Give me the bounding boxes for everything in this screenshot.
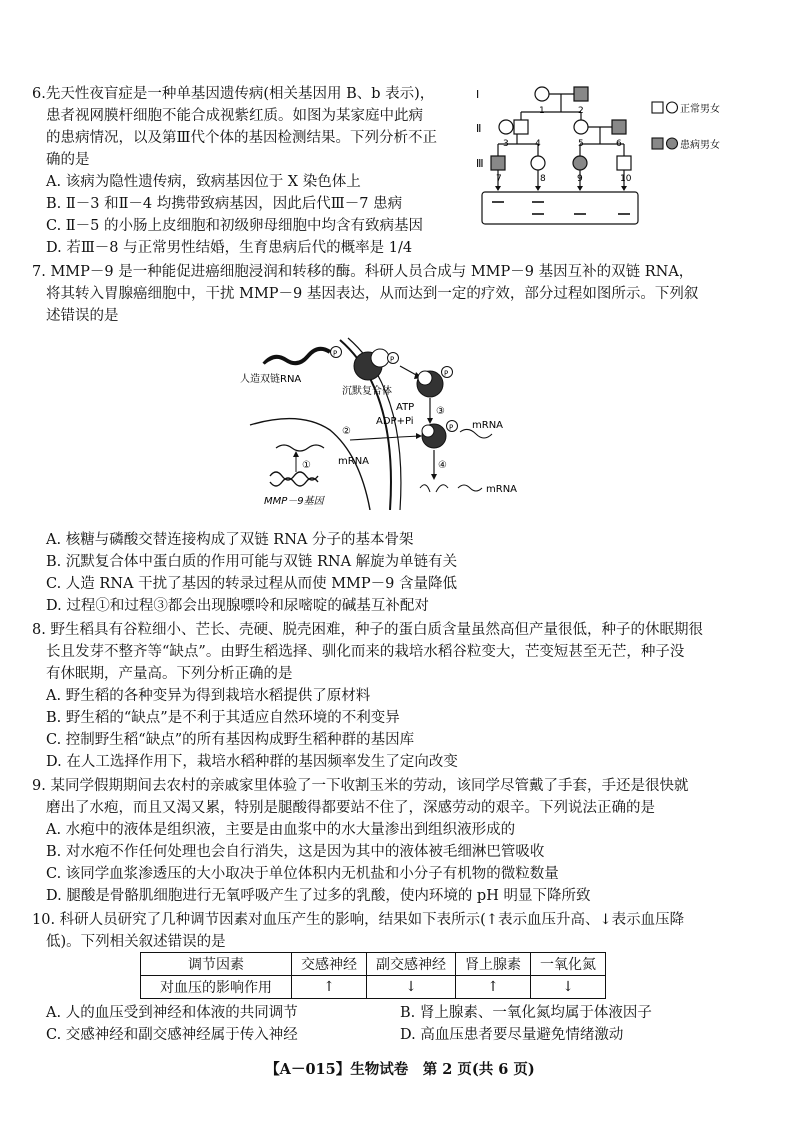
mrna-label-1: mRNA xyxy=(472,420,504,431)
q10-header-adrenaline: 肾上腺素 xyxy=(456,953,531,976)
person-3: 3 xyxy=(503,139,509,149)
person-8: 8 xyxy=(540,174,546,184)
q7-line-3: 述错误的是 xyxy=(46,308,119,324)
person-1: 1 xyxy=(539,106,545,116)
q8-line-1: 8. 野生稻具有谷粒细小、芒长、壳硬、脱壳困难，种子的蛋白质含量虽然高但产量很低，种子的休眠期很 xyxy=(32,622,703,638)
q9-option-a: A. 水疱中的液体是组织液，主要是由血浆中的水大量渗出到组织液形成的 xyxy=(46,822,516,838)
q10-value-adrenaline: ↑ xyxy=(456,976,531,999)
p-marker-3: P xyxy=(444,369,449,378)
person-2: 2 xyxy=(578,106,584,116)
q9-line-1: 9. 某同学假期期间去农村的亲戚家里体验了一下收割玉米的劳动，该同学尽管戴了手套，手还是很快就 xyxy=(32,778,689,794)
q6-line-1: 6.先天性夜盲症是一种单基因遗传病(相关基因用 B、b 表示)， xyxy=(32,86,435,102)
q10-line-1: 10. 科研人员研究了几种调节因素对血压产生的影响，结果如下表所示(↑表示血压升高、↓表示血压降 xyxy=(32,912,685,928)
q7-line-1: 7. MMP－9 是一种能促进癌细胞浸润和转移的酶。科研人员合成与 MMP－9 基因互补的双链 RNA， xyxy=(32,264,694,280)
q8-line-2: 长且发芽不整齐等“缺点”。由野生稻选择、驯化而来的栽培水稻谷粒变大，芒变短甚至无芒，种子没 xyxy=(46,644,685,660)
person-5: 5 xyxy=(578,139,584,149)
q10-row-label: 对血压的影响作用 xyxy=(141,976,292,999)
q6-option-c: C. Ⅱ－5 的小肠上皮细胞和初级卵母细胞中均含有致病基因 xyxy=(46,218,423,234)
legend-normal: 正常男女 xyxy=(680,104,720,115)
q10-value-no: ↓ xyxy=(531,976,606,999)
page-footer: 【A－015】生物试卷 第 2 页(共 6 页) xyxy=(265,1061,535,1078)
q8-line-3: 有休眠期，产量高。下列分析正确的是 xyxy=(46,666,293,682)
q10-value-parasympathetic: ↓ xyxy=(367,976,456,999)
q7-option-c: C. 人造 RNA 干扰了基因的转录过程从而使 MMP－9 含量降低 xyxy=(46,576,457,592)
rna-label: 人造双链RNA xyxy=(240,374,302,385)
step-1: ① xyxy=(302,460,311,471)
q6-line-3: 的患病情况，以及第Ⅲ代个体的基因检测结果。下列分析不正 xyxy=(46,130,437,146)
q8-option-a: A. 野生稻的各种变异为得到栽培水稻提供了原材料 xyxy=(46,688,371,704)
step-3: ③ xyxy=(436,406,445,417)
q10-header-no: 一氧化氮 xyxy=(531,953,606,976)
q6-option-b: B. Ⅱ－3 和Ⅱ－4 均携带致病基因，因此后代Ⅲ－7 患病 xyxy=(46,196,403,212)
atp-label: ATP xyxy=(396,402,415,413)
q10-value-sympathetic: ↑ xyxy=(292,976,367,999)
person-6: 6 xyxy=(616,139,622,149)
adp-label: ADP+Pi xyxy=(376,416,414,427)
q10-table xyxy=(140,952,606,999)
q9-option-b: B. 对水疱不作任何处理也会自行消失，这是因为其中的液体被毛细淋巴管吸收 xyxy=(46,844,545,860)
q10-option-b: B. 肾上腺素、一氧化氮均属于体液因子 xyxy=(400,1005,652,1021)
q7-option-d: D. 过程①和过程③都会出现腺嘌呤和尿嘧啶的碱基互补配对 xyxy=(46,598,429,614)
rnai-diagram xyxy=(230,330,530,510)
gen-label-2: Ⅱ xyxy=(476,122,482,135)
q10-table-row xyxy=(141,976,606,999)
q10-table-header-row xyxy=(141,953,606,976)
q10-option-c: C. 交感神经和副交感神经属于传入神经 xyxy=(46,1027,298,1043)
q6-line-4: 确的是 xyxy=(46,152,90,168)
gene-label: MMP－9基因 xyxy=(264,496,324,507)
q7-line-2: 将其转入胃腺癌细胞中，干扰 MMP－9 基因表达，从而达到一定的疗效，部分过程如图所示。下列叙 xyxy=(46,286,699,302)
q6-line-2: 患者视网膜杆细胞不能合成视紫红质。如图为某家庭中此病 xyxy=(46,108,423,124)
person-4: 4 xyxy=(535,139,541,149)
q10-header-sympathetic: 交感神经 xyxy=(292,953,367,976)
q6-option-a: A. 该病为隐性遗传病，致病基因位于 X 染色体上 xyxy=(46,174,361,190)
pedigree-diagram xyxy=(476,80,776,232)
gen-label-3: Ⅲ xyxy=(476,157,484,170)
q9-line-2: 磨出了水疱，而且又渴又累，特别是腿酸得都要站不住了，深感劳动的艰辛。下列说法正确的是 xyxy=(46,800,655,816)
mrna-label-2: mRNA xyxy=(338,456,370,467)
q10-header-factor: 调节因素 xyxy=(141,953,292,976)
q8-option-b: B. 野生稻的“缺点”是不利于其适应自然环境的不利变异 xyxy=(46,710,400,726)
step-4: ④ xyxy=(438,460,447,471)
complex-label: 沉默复合体 xyxy=(342,386,392,397)
q10-line-2: 低)。下列相关叙述错误的是 xyxy=(46,934,226,950)
q10-option-d: D. 高血压患者要尽量避免情绪激动 xyxy=(400,1027,624,1043)
legend-affected: 患病男女 xyxy=(680,140,720,151)
q9-option-c: C. 该同学血浆渗透压的大小取决于单位体积内无机盐和小分子有机物的微粒数量 xyxy=(46,866,559,882)
p-marker-2: P xyxy=(390,355,395,364)
q8-option-c: C. 控制野生稻“缺点”的所有基因构成野生稻种群的基因库 xyxy=(46,732,415,748)
p-marker-4: P xyxy=(449,423,454,432)
mrna-label-3: mRNA xyxy=(486,484,518,495)
q10-option-a: A. 人的血压受到神经和体液的共同调节 xyxy=(46,1005,298,1021)
q7-option-a: A. 核糖与磷酸交替连接构成了双链 RNA 分子的基本骨架 xyxy=(46,532,414,548)
gen-label-1: Ⅰ xyxy=(476,88,480,101)
q9-option-d: D. 腿酸是骨骼肌细胞进行无氧呼吸产生了过多的乳酸，使内环境的 pH 明显下降所致 xyxy=(46,888,591,904)
q6-option-d: D. 若Ⅲ－8 与正常男性结婚，生育患病后代的概率是 1/4 xyxy=(46,240,413,256)
p-marker-1: P xyxy=(333,349,338,358)
person-10: 10 xyxy=(620,174,632,184)
q7-option-b: B. 沉默复合体中蛋白质的作用可能与双链 RNA 解旋为单链有关 xyxy=(46,554,458,570)
step-2: ② xyxy=(342,426,351,437)
person-7: 7 xyxy=(496,174,502,184)
q8-option-d: D. 在人工选择作用下，栽培水稻种群的基因频率发生了定向改变 xyxy=(46,754,458,770)
q10-header-parasympathetic: 副交感神经 xyxy=(367,953,456,976)
person-9: 9 xyxy=(577,174,583,184)
